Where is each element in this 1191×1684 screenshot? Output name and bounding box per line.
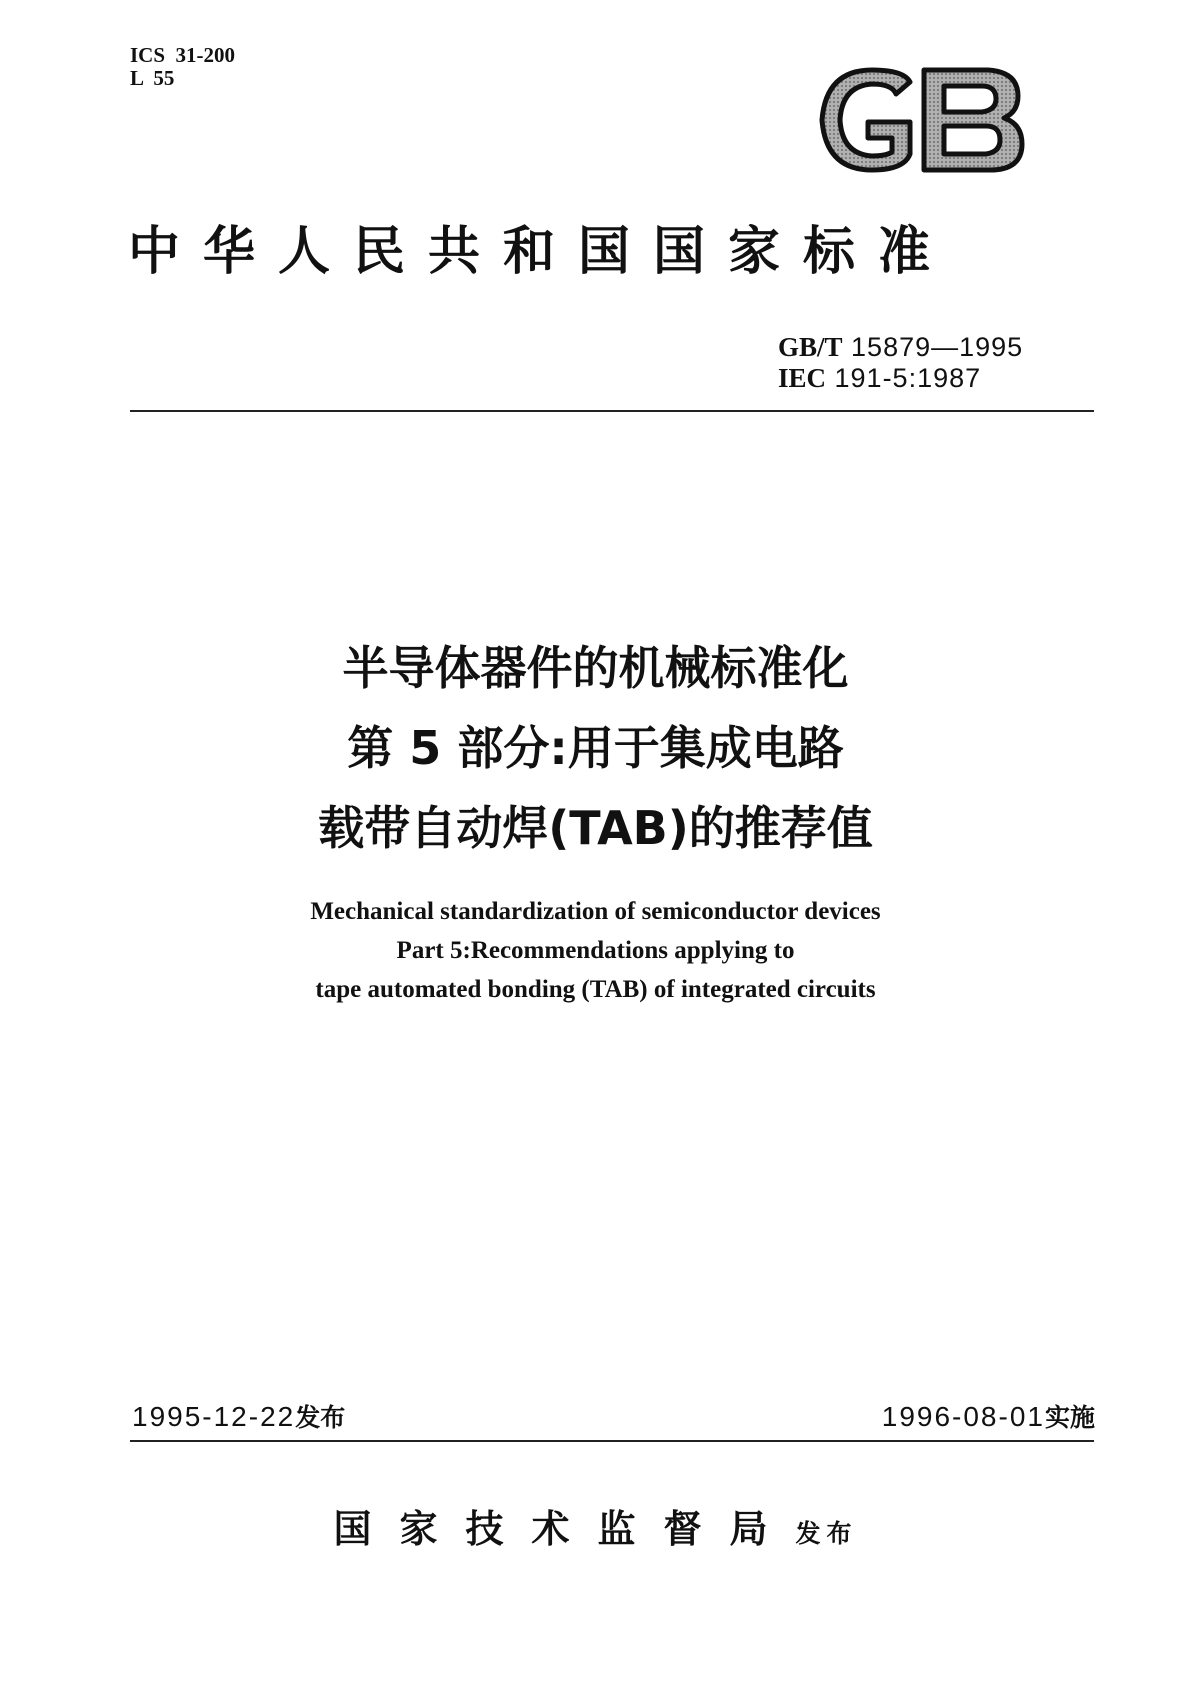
issuer-action: 发布 bbox=[795, 1519, 858, 1548]
gb-number: 15879—1995 bbox=[842, 332, 1024, 362]
standard-numbers bbox=[778, 332, 1023, 394]
title-english bbox=[0, 892, 1191, 1009]
title-cn-line-1: 半导体器件的机械标准化 bbox=[342, 641, 849, 695]
ccs-code: L 55 bbox=[130, 66, 175, 90]
title-en-line-3: tape automated bonding (TAB) of integrated circuits bbox=[315, 976, 876, 1003]
implementation-date bbox=[882, 1398, 1095, 1434]
classification-codes bbox=[130, 44, 235, 90]
gb-logo-graphic bbox=[812, 64, 1027, 176]
iec-prefix: IEC bbox=[778, 363, 827, 393]
bottom-divider bbox=[130, 1440, 1094, 1442]
issue-date-suffix: 发布 bbox=[295, 1403, 346, 1432]
ics-code: ICS 31-200 bbox=[130, 43, 236, 67]
national-standard-heading: 中华人民共和国国家标准 bbox=[128, 221, 954, 282]
title-cn-line-2: 第 5 部分:用于集成电路 bbox=[347, 721, 844, 775]
title-cn-line-3: 载带自动焊(TAB)的推荐值 bbox=[318, 801, 873, 855]
iec-number: 191-5:1987 bbox=[826, 363, 982, 393]
issue-date-value: 1995-12-22 bbox=[132, 1401, 296, 1432]
issue-date bbox=[132, 1398, 345, 1434]
title-en-line-1: Mechanical standardization of semiconductor devices bbox=[310, 898, 881, 925]
implementation-date-suffix: 实施 bbox=[1044, 1403, 1095, 1432]
gb-logo bbox=[812, 64, 1027, 176]
issuing-authority bbox=[0, 1498, 1191, 1553]
implementation-date-value: 1996-08-01 bbox=[881, 1401, 1045, 1432]
title-chinese bbox=[0, 628, 1191, 868]
issuer-name: 国家技术监督局 bbox=[333, 1506, 796, 1551]
gb-prefix: GB/T bbox=[778, 332, 843, 362]
iec-standard-number bbox=[778, 363, 1023, 394]
gb-standard-number bbox=[778, 332, 1023, 363]
title-en-line-2: Part 5:Recommendations applying to bbox=[396, 937, 795, 964]
top-divider bbox=[130, 410, 1094, 412]
